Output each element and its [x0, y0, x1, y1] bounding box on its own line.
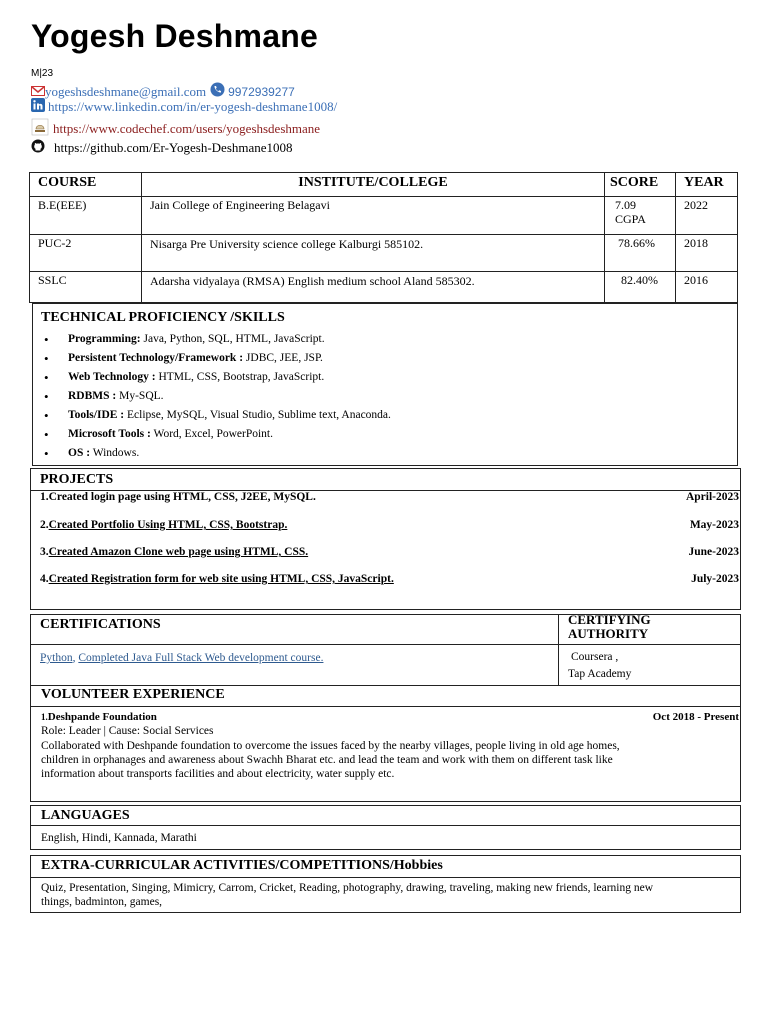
project-date: July-2023: [691, 573, 739, 585]
certifying-authority-title: CERTIFYING AUTHORITY: [568, 612, 651, 641]
skills-title: TECHNICAL PROFICIENCY /SKILLS: [41, 310, 285, 325]
skill-item: • Web Technology : HTML, CSS, Bootstrap, JavaScript.: [42, 368, 391, 387]
skill-item: • Microsoft Tools : Word, Excel, PowerPoint.: [42, 425, 391, 444]
edu-course: SSLC: [38, 273, 67, 287]
github-line: [31, 139, 293, 157]
education-row-divider: [29, 234, 738, 235]
languages-title: LANGUAGES: [41, 808, 130, 823]
edu-institute: Adarsha vidyalaya (RMSA) English medium school Aland 585302.: [150, 274, 475, 288]
codechef-link[interactable]: https://www.codechef.com/users/yogeshsdeshmane: [53, 121, 321, 136]
certifications-divider: [30, 644, 741, 645]
volunteer-divider: [30, 706, 741, 707]
volunteer-org: 1.Deshpande Foundation: [41, 711, 157, 723]
codechef-icon: [31, 118, 49, 140]
volunteer-desc-line: information about transports facilities and about electricity, water supply etc.: [41, 768, 395, 780]
project-date: April-2023: [685, 491, 739, 503]
gender-age: M|23: [31, 68, 54, 79]
education-row-divider: [29, 271, 738, 272]
certification-courses: Python, Completed Java Full Stack Web development course.: [40, 652, 324, 664]
email-link[interactable]: yogeshsdeshmane@gmail.com: [45, 83, 207, 99]
authority-coursera: Coursera ,: [571, 651, 619, 663]
extra-curricular-text: Quiz, Presentation, Singing, Mimicry, Carrom, Cricket, Reading, photography, drawing, traveling, making new friends, learning new: [41, 882, 654, 894]
github-icon: [31, 139, 45, 157]
edu-course: B.E(EEE): [38, 198, 87, 212]
skill-item: • OS : Windows.: [42, 444, 391, 463]
edu-year: 2022: [684, 198, 708, 212]
phone-number[interactable]: 9972939277: [228, 84, 295, 99]
linkedin-link[interactable]: https://www.linkedin.com/in/er-yogesh-deshmane1008/: [48, 99, 338, 114]
project-link[interactable]: Created Portfolio Using HTML, CSS, Bootstrap.: [48, 519, 288, 531]
certifications-title: CERTIFICATIONS: [40, 617, 161, 632]
header-year: YEAR: [684, 175, 724, 190]
education-col-divider: [675, 172, 676, 303]
extra-curricular-text: things, badminton, games,: [41, 896, 163, 908]
header-course: COURSE: [38, 175, 97, 190]
education-header-divider: [29, 196, 738, 197]
header-institute: INSTITUTE/COLLEGE: [298, 175, 448, 190]
volunteer-desc-line: children in orphanages and awareness about Swachh Bharat etc. and lead the team and work with them on different task like: [41, 754, 613, 766]
github-link[interactable]: https://github.com/Er-Yogesh-Deshmane1008: [54, 140, 293, 155]
skills-list: [42, 330, 391, 463]
volunteer-date: Oct 2018 - Present: [652, 711, 739, 723]
header-score: SCORE: [610, 175, 659, 190]
edu-score-unit: CGPA: [615, 212, 646, 226]
edu-year: 2018: [684, 236, 708, 250]
certification-python-link[interactable]: Python: [40, 652, 73, 664]
education-col-divider: [141, 172, 142, 303]
edu-institute: Jain College of Engineering Belagavi: [150, 198, 330, 212]
languages-list: English, Hindi, Kannada, Marathi: [41, 832, 197, 844]
candidate-name: Yogesh Deshmane: [31, 18, 318, 54]
skill-item: • Programming: Java, Python, SQL, HTML, JavaScript.: [42, 330, 391, 349]
edu-score: 7.09: [615, 198, 636, 212]
edu-year: 2016: [684, 273, 708, 287]
certification-java-link[interactable]: Completed Java Full Stack Web development course.: [78, 652, 324, 664]
project-date: May-2023: [689, 519, 739, 531]
linkedin-line: [31, 98, 337, 116]
volunteer-title: VOLUNTEER EXPERIENCE: [41, 687, 225, 702]
edu-course: PUC-2: [38, 236, 72, 250]
education-col-divider: [604, 172, 605, 303]
projects-title: PROJECTS: [40, 472, 114, 487]
edu-score: 82.40%: [621, 273, 658, 287]
extra-curricular-title: EXTRA-CURRICULAR ACTIVITIES/COMPETITIONS/Hobbies: [41, 858, 443, 873]
skill-item: • Persistent Technology/Framework : JDBC, JEE, JSP.: [42, 349, 391, 368]
project-title: Created login page using HTML, CSS, J2EE, MySQL.: [48, 491, 316, 503]
skill-item: • Tools/IDE : Eclipse, MySQL, Visual Studio, Sublime text, Anaconda.: [42, 406, 391, 425]
languages-divider: [30, 825, 741, 826]
authority-tap-academy: Tap Academy: [568, 668, 632, 680]
project-link[interactable]: Created Registration form for web site using HTML, CSS, JavaScript.: [48, 573, 394, 585]
codechef-line: [31, 118, 320, 140]
extra-curricular-divider: [30, 877, 741, 878]
linkedin-icon: [31, 98, 45, 116]
certifications-col-divider: [558, 614, 559, 686]
project-date: June-2023: [688, 546, 739, 558]
skill-item: • RDBMS : My-SQL.: [42, 387, 391, 406]
volunteer-role: Role: Leader | Cause: Social Services: [41, 725, 214, 737]
project-link[interactable]: Created Amazon Clone web page using HTML, CSS.: [48, 546, 309, 558]
edu-score: 78.66%: [618, 236, 655, 250]
edu-institute: Nisarga Pre University science college Kalburgi 585102.: [150, 237, 424, 251]
volunteer-desc-line: Collaborated with Deshpande foundation to overcome the issues faced by the nearby villages, people living in old age homes,: [41, 740, 620, 752]
